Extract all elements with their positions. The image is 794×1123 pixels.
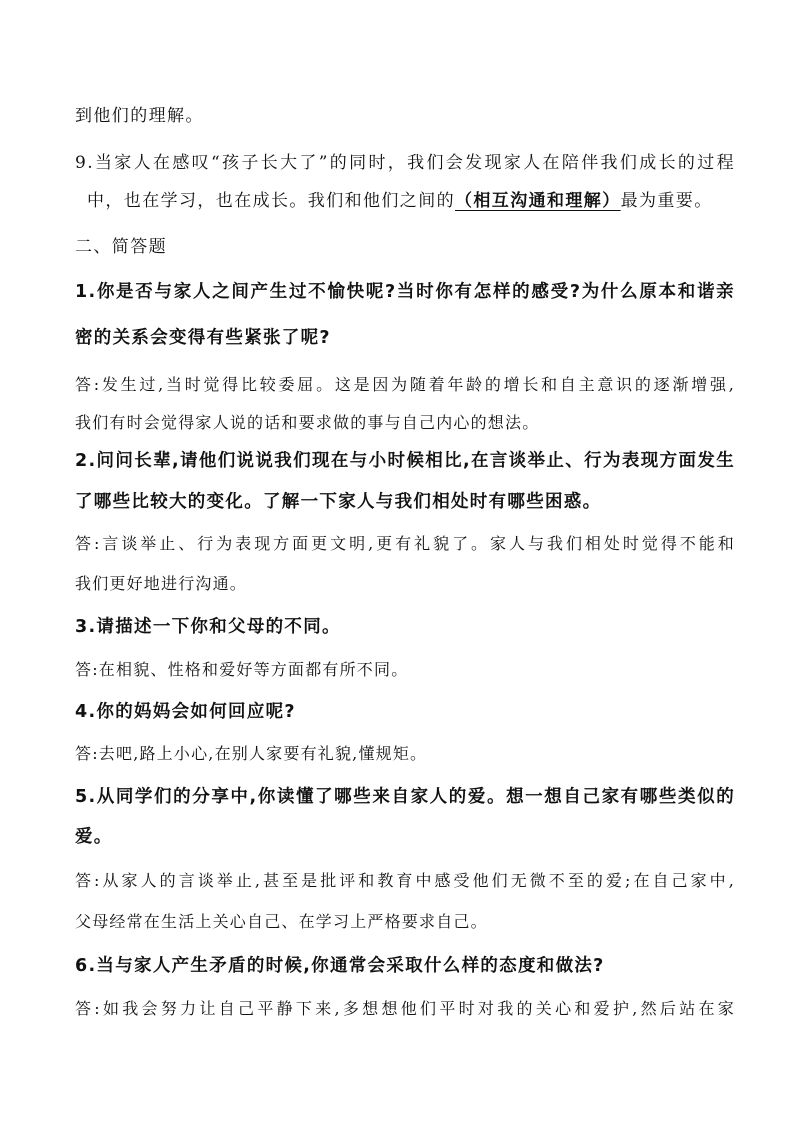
item9-line2: [87, 189, 747, 213]
answer-3: 答:在相貌、性格和爱好等方面都有所不同。: [75, 660, 409, 679]
section-heading: 二、简答题: [75, 237, 167, 257]
answer-4: 答:去吧,路上小心,在别人家要有礼貌,懂规矩。: [75, 744, 428, 763]
answer-6-line-1: 答:如我会努力让自己平静下来,多想想他们平时对我的关心和爱护,然后站在家: [75, 999, 735, 1018]
answer-2-line-1: 答:言谈举止、行为表现方面更文明,更有礼貌了。家人与我们相处时觉得不能和: [75, 534, 735, 553]
question-5-line-2: 爱。: [75, 827, 113, 847]
item9-line1: 9.当家人在感叹“孩子长大了”的同时，我们会发现家人在陪伴我们成长的过程: [75, 153, 735, 173]
answer-1-line-2: 我们有时会觉得家人说的话和要求做的事与自己内心的想法。: [75, 413, 540, 432]
question-2-line-1: 2.问问长辈,请他们说说我们现在与小时候相比,在言谈举止、行为表现方面发生: [75, 451, 735, 471]
question-6: 6.当与家人产生矛盾的时候,你通常会采取什么样的态度和做法?: [75, 956, 605, 976]
item9-line2-pre: 中，也在学习，也在成长。我们和他们之间的: [87, 191, 455, 211]
question-4: 4.你的妈妈会如何回应呢?: [75, 702, 296, 722]
answer-5-line-1: 答:从家人的言谈举止,甚至是批评和教育中感受他们无微不至的爱;在自己家中,: [75, 871, 735, 890]
item9-answer: （相互沟通和理解）: [455, 191, 621, 211]
item9-line2-post: 最为重要。: [620, 191, 713, 211]
answer-2-line-2: 我们更好地进行沟通。: [75, 574, 248, 593]
question-1-line-2: 密的关系会变得有些紧张了呢?: [75, 328, 331, 348]
question-3: 3.请描述一下你和父母的不同。: [75, 617, 341, 637]
item8-tail: 到他们的理解。: [75, 106, 204, 126]
answer-5-line-2: 父母经常在生活上关心自己、在学习上严格要求自己。: [75, 912, 488, 931]
question-1-line-1: 1.你是否与家人之间产生过不愉快呢?当时你有怎样的感受?为什么原本和谐亲: [75, 282, 735, 302]
question-2-line-2: 了哪些比较大的变化。了解一下家人与我们相处时有哪些困惑。: [75, 492, 602, 512]
question-5-line-1: 5.从同学们的分享中,你读懂了哪些来自家人的爱。想一想自己家有哪些类似的: [75, 787, 735, 807]
answer-1-line-1: 答:发生过,当时觉得比较委屈。这是因为随着年龄的增长和自主意识的逐渐增强,: [75, 375, 735, 394]
